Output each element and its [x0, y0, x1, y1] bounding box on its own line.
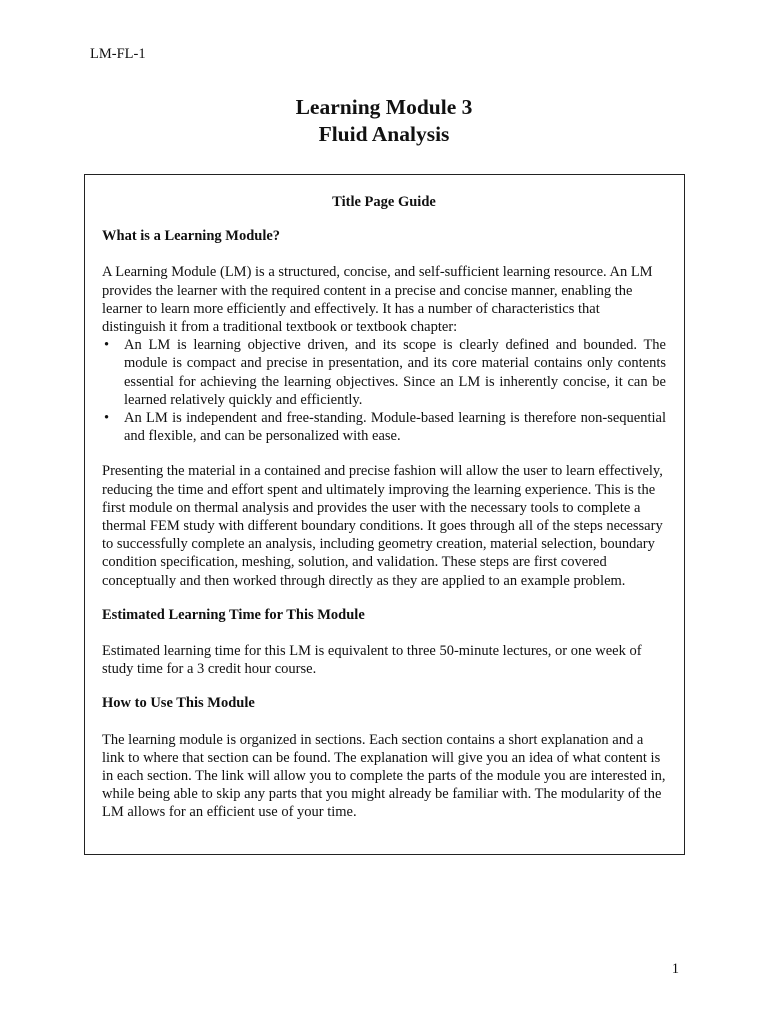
title-page-guide-box: [84, 174, 685, 855]
how-to-use-paragraph: The learning module is organized in sections. Each section contains a short explanation and a link to where that section can be found. The explanation will give you an idea of what content is in each section. The link will allow you to complete the parts of the module you are interested in, while being able to skip any parts that you might already be familiar with. The modularity of the LM allows for an efficient use of your time.: [102, 731, 666, 821]
lm-characteristics-list: [102, 336, 666, 445]
presenting-paragraph: Presenting the material in a contained and precise fashion will allow the user to learn effectively, reducing the time and effort spent and ultimately improving the learning experience. This is the first module on thermal analysis and provides the user with the necessary tools to complete a thermal FEM study with different boundary conditions. It goes through all of the steps necessary to successfully complete an analysis, including geometry creation, material selection, boundary condition specification, meshing, solution, and validation. These steps are first covered conceptually and then worked through directly as they are applied to an example problem.: [102, 463, 663, 589]
list-item-text: An LM is learning objective driven, and its scope is clearly defined and bounded. The module is compact and precise in presentation, and its core material contains only contents essential for achieving the learning objectives. Since an LM is inherently concise, it can be learned relatively quickly and efficiently.: [124, 337, 666, 408]
list-item: [102, 336, 666, 409]
lm-intro-paragraph: A Learning Module (LM) is a structured, concise, and self-sufficient learning resource. An LM provides the learner with the required content in a precise and concise manner, enabling the learner to learn more efficiently and effectively. It has a number of characteristics that distinguish it from a traditional textbook or textbook chapter:: [102, 264, 653, 336]
list-item: [102, 409, 666, 445]
how-to-use-heading: How to Use This Module: [102, 695, 255, 712]
what-is-lm-heading: What is a Learning Module?: [102, 228, 281, 245]
bullet-icon: •: [104, 410, 110, 427]
page-number: 1: [671, 961, 679, 977]
guide-title: Title Page Guide: [332, 194, 436, 210]
document-code: LM-FL-1: [90, 46, 146, 62]
list-item-text: An LM is independent and free-standing. Module-based learning is therefore non-sequential and flexible, and can be personalized with ease.: [124, 410, 666, 445]
module-title-line1: Learning Module 3: [295, 95, 473, 119]
bullet-icon: •: [104, 337, 110, 354]
learning-time-paragraph: Estimated learning time for this LM is equivalent to three 50-minute lectures, or one week of study time for a 3 credit hour course.: [102, 643, 642, 678]
module-title: [0, 94, 768, 148]
learning-time-heading: Estimated Learning Time for This Module: [102, 606, 365, 623]
module-title-line2: Fluid Analysis: [318, 122, 450, 146]
